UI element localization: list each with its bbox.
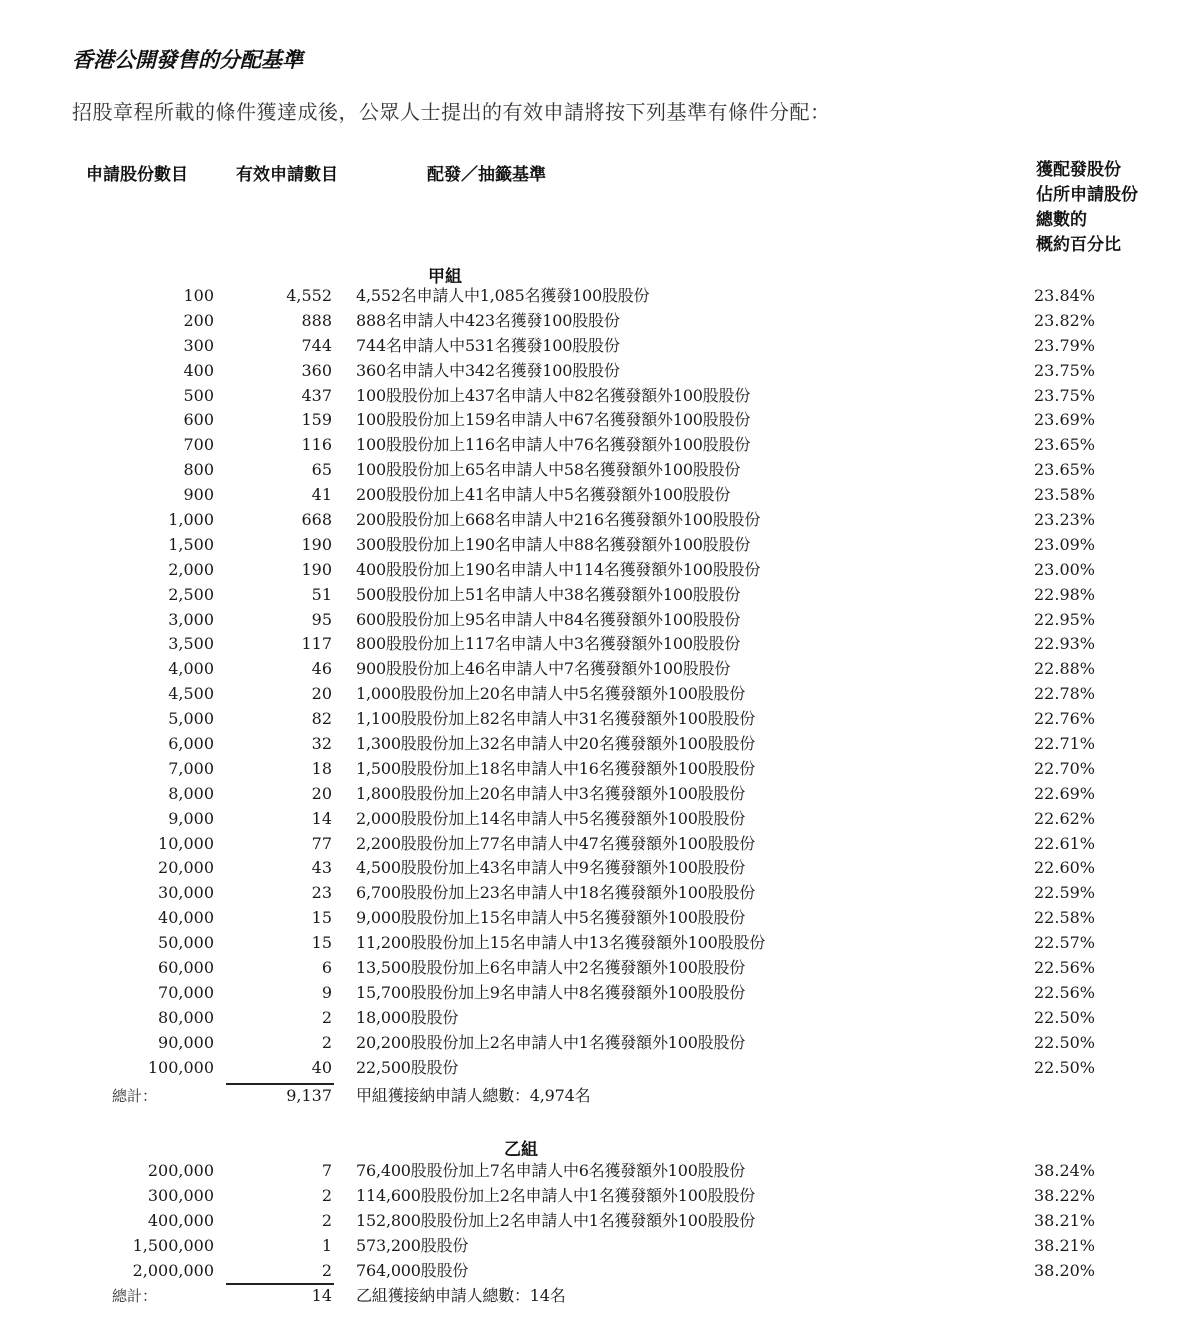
- percentage-cell: 23.65%: [1034, 435, 1096, 455]
- allocation-basis-cell: 200股股份加上668名申請人中216名獲發額外100股股份: [356, 510, 761, 530]
- valid-applications-cell: 360: [301, 360, 332, 380]
- shares-applied-cell: 400: [183, 360, 214, 380]
- shares-applied-cell: 80,000: [158, 1007, 214, 1027]
- table-row: [0, 707, 1179, 732]
- allocation-basis-cell: 400股股份加上190名申請人中114名獲發額外100股股份: [356, 559, 761, 579]
- percentage-cell: 22.71%: [1034, 734, 1096, 754]
- valid-applications-cell: 2: [321, 1210, 332, 1230]
- table-row: [0, 906, 1179, 931]
- allocation-basis-cell: 1,800股股份加上20名申請人中3名獲發額外100股股份: [356, 783, 746, 803]
- valid-applications-cell: 43: [311, 858, 332, 878]
- shares-applied-cell: 600: [183, 410, 214, 430]
- shares-applied-cell: 1,000: [168, 510, 214, 530]
- shares-applied-cell: 200,000: [147, 1161, 214, 1180]
- table-row: [0, 608, 1179, 633]
- allocation-basis-cell: 1,000股股份加上20名申請人中5名獲發額外100股股份: [356, 684, 746, 704]
- valid-applications-cell: 190: [301, 534, 332, 554]
- shares-applied-cell: 70,000: [158, 982, 214, 1002]
- valid-applications-cell: 668: [301, 510, 332, 530]
- shares-applied-cell: 4,000: [168, 659, 214, 679]
- header-percentage-line: 總數的: [1036, 210, 1087, 230]
- table-row: [0, 807, 1179, 832]
- header-percentage-line: 獲配發股份: [1036, 160, 1121, 180]
- shares-applied-cell: 8,000: [168, 783, 214, 803]
- allocation-basis-cell: 2,200股股份加上77名申請人中47名獲發額外100股股份: [356, 833, 756, 853]
- valid-applications-cell: 2: [321, 1260, 332, 1280]
- shares-applied-cell: 9,000: [168, 808, 214, 828]
- table-row: [0, 384, 1179, 409]
- percentage-cell: 23.82%: [1034, 310, 1096, 330]
- table-row: [0, 956, 1179, 981]
- table-row: [0, 1184, 1179, 1209]
- shares-applied-cell: 2,000: [168, 559, 214, 579]
- shares-applied-cell: 400,000: [147, 1210, 214, 1230]
- allocation-basis-cell: 800股股份加上117名申請人中3名獲發額外100股股份: [356, 634, 741, 654]
- shares-applied-cell: 10,000: [158, 833, 214, 853]
- shares-applied-cell: 2,500: [168, 584, 214, 604]
- shares-applied-cell: 1,500,000: [132, 1235, 214, 1255]
- shares-applied-cell: 60,000: [158, 958, 214, 978]
- valid-applications-cell: 7: [321, 1161, 332, 1180]
- intro-paragraph: 招股章程所載的條件獲達成後，公眾人士提出的有效申請將按下列基準有條件分配：: [72, 100, 831, 124]
- percentage-cell: 38.20%: [1034, 1260, 1096, 1280]
- allocation-basis-cell: 114,600股股份加上2名申請人中1名獲發額外100股股份: [356, 1185, 756, 1205]
- percentage-cell: 22.59%: [1034, 883, 1096, 903]
- shares-applied-cell: 1,500: [168, 534, 214, 554]
- table-row: [0, 632, 1179, 657]
- shares-applied-cell: 3,000: [168, 609, 214, 629]
- header-percentage-line: 佔所申請股份: [1036, 185, 1138, 205]
- allocation-basis-cell: 15,700股股份加上9名申請人中8名獲發額外100股股份: [356, 982, 746, 1002]
- table-row: [0, 558, 1179, 583]
- header-percentage: [1036, 158, 1138, 258]
- table-row: [0, 881, 1179, 906]
- percentage-cell: 22.98%: [1034, 584, 1096, 604]
- valid-applications-cell: 2: [321, 1007, 332, 1027]
- valid-applications-cell: 18: [311, 758, 332, 778]
- allocation-basis-cell: 1,500股股份加上18名申請人中16名獲發額外100股股份: [356, 758, 756, 778]
- allocation-basis-cell: 360名申請人中342名獲發100股股份: [356, 360, 620, 380]
- shares-applied-cell: 800: [183, 460, 214, 480]
- percentage-cell: 22.50%: [1034, 1057, 1096, 1077]
- percentage-cell: 38.22%: [1034, 1185, 1096, 1205]
- percentage-cell: 22.78%: [1034, 684, 1096, 704]
- shares-applied-cell: 100: [183, 286, 214, 305]
- table-row: [0, 657, 1179, 682]
- valid-applications-cell: 20: [311, 684, 332, 704]
- total-valid: 9,137: [286, 1086, 332, 1105]
- pool-a-total-row: [0, 1083, 1179, 1109]
- allocation-basis-cell: 200股股份加上41名申請人中5名獲發額外100股股份: [356, 485, 731, 505]
- table-row: [0, 583, 1179, 608]
- shares-applied-cell: 30,000: [158, 883, 214, 903]
- shares-applied-cell: 90,000: [158, 1032, 214, 1052]
- percentage-cell: 38.21%: [1034, 1235, 1096, 1255]
- allocation-basis-cell: 4,500股股份加上43名申請人中9名獲發額外100股股份: [356, 858, 746, 878]
- allocation-basis-cell: 1,100股股份加上82名申請人中31名獲發額外100股股份: [356, 709, 756, 729]
- allocation-basis-cell: 300股股份加上190名申請人中88名獲發額外100股股份: [356, 534, 751, 554]
- valid-applications-cell: 20: [311, 783, 332, 803]
- allocation-basis-cell: 6,700股股份加上23名申請人中18名獲發額外100股股份: [356, 883, 756, 903]
- allocation-basis-cell: 500股股份加上51名申請人中38名獲發額外100股股份: [356, 584, 741, 604]
- allocation-basis-cell: 573,200股股份: [356, 1235, 469, 1255]
- allocation-basis-cell: 18,000股股份: [356, 1007, 459, 1027]
- allocation-basis-cell: 100股股份加上159名申請人中67名獲發額外100股股份: [356, 410, 751, 430]
- shares-applied-cell: 4,500: [168, 684, 214, 704]
- table-row: [0, 1006, 1179, 1031]
- percentage-cell: 23.79%: [1034, 335, 1096, 355]
- table-row: [0, 832, 1179, 857]
- valid-applications-cell: 51: [311, 584, 332, 604]
- allocation-basis-cell: 744名申請人中531名獲發100股股份: [356, 335, 620, 355]
- header-valid-applications: 有效申請數目: [236, 165, 338, 185]
- table-row: [0, 458, 1179, 483]
- allocation-basis-cell: 100股股份加上437名申請人中82名獲發額外100股股份: [356, 385, 751, 405]
- table-row: [0, 334, 1179, 359]
- table-row: [0, 732, 1179, 757]
- percentage-cell: 22.50%: [1034, 1007, 1096, 1027]
- allocation-basis-cell: 22,500股股份: [356, 1057, 459, 1077]
- table-row: [0, 309, 1179, 334]
- table-row: [0, 483, 1179, 508]
- percentage-cell: 38.24%: [1034, 1161, 1096, 1180]
- total-label: 總計：: [112, 1287, 158, 1305]
- valid-applications-cell: 15: [311, 933, 332, 953]
- percentage-cell: 22.60%: [1034, 858, 1096, 878]
- percentage-cell: 22.57%: [1034, 933, 1096, 953]
- valid-applications-cell: 117: [301, 634, 332, 654]
- shares-applied-cell: 20,000: [158, 858, 214, 878]
- valid-applications-cell: 23: [311, 883, 332, 903]
- percentage-cell: 22.56%: [1034, 982, 1096, 1002]
- percentage-cell: 23.69%: [1034, 410, 1096, 430]
- total-valid: 14: [311, 1286, 332, 1305]
- percentage-cell: 22.56%: [1034, 958, 1096, 978]
- shares-applied-cell: 300: [183, 335, 214, 355]
- shares-applied-cell: 900: [183, 485, 214, 505]
- valid-applications-cell: 77: [311, 833, 332, 853]
- allocation-basis-cell: 4,552名申請人中1,085名獲發100股股份: [356, 286, 650, 305]
- shares-applied-cell: 300,000: [147, 1185, 214, 1205]
- percentage-cell: 22.58%: [1034, 908, 1096, 928]
- percentage-cell: 22.76%: [1034, 709, 1096, 729]
- table-row: [0, 931, 1179, 956]
- table-row: [0, 757, 1179, 782]
- percentage-cell: 23.65%: [1034, 460, 1096, 480]
- pool-b-title: 乙組: [504, 1140, 538, 1160]
- shares-applied-cell: 3,500: [168, 634, 214, 654]
- percentage-cell: 22.69%: [1034, 783, 1096, 803]
- table-row: [0, 359, 1179, 384]
- percentage-cell: 22.61%: [1034, 833, 1096, 853]
- header-shares-applied: 申請股份數目: [86, 165, 188, 185]
- valid-applications-cell: 32: [311, 734, 332, 754]
- pool-a-title: 甲組: [428, 267, 462, 287]
- percentage-cell: 23.00%: [1034, 559, 1096, 579]
- table-row: [0, 782, 1179, 807]
- percentage-cell: 23.58%: [1034, 485, 1096, 505]
- shares-applied-cell: 2,000,000: [132, 1260, 214, 1280]
- allocation-basis-cell: 100股股份加上65名申請人中58名獲發額外100股股份: [356, 460, 741, 480]
- valid-applications-cell: 6: [321, 958, 332, 978]
- table-row: [0, 1056, 1179, 1081]
- valid-applications-cell: 2: [321, 1185, 332, 1205]
- shares-applied-cell: 5,000: [168, 709, 214, 729]
- table-row: [0, 433, 1179, 458]
- header-basis: 配發／抽籤基準: [427, 165, 546, 185]
- shares-applied-cell: 500: [183, 385, 214, 405]
- table-row: [0, 508, 1179, 533]
- table-row: [0, 981, 1179, 1006]
- table-row: [0, 1159, 1179, 1184]
- percentage-cell: 22.62%: [1034, 808, 1096, 828]
- allocation-basis-cell: 888名申請人中423名獲發100股股份: [356, 310, 620, 330]
- allocation-basis-cell: 13,500股股份加上6名申請人中2名獲發額外100股股份: [356, 958, 746, 978]
- valid-applications-cell: 65: [311, 460, 332, 480]
- allocation-basis-cell: 1,300股股份加上32名申請人中20名獲發額外100股股份: [356, 734, 756, 754]
- table-row: [0, 408, 1179, 433]
- shares-applied-cell: 50,000: [158, 933, 214, 953]
- table-row: [0, 1209, 1179, 1234]
- valid-applications-cell: 46: [311, 659, 332, 679]
- valid-applications-cell: 159: [301, 410, 332, 430]
- total-note: 乙組獲接納申請人總數：14名: [356, 1286, 566, 1305]
- header-percentage-line: 概約百分比: [1036, 235, 1121, 255]
- percentage-cell: 22.88%: [1034, 659, 1096, 679]
- valid-applications-cell: 116: [301, 435, 332, 455]
- valid-applications-cell: 14: [311, 808, 332, 828]
- percentage-cell: 22.70%: [1034, 758, 1096, 778]
- valid-applications-cell: 2: [321, 1032, 332, 1052]
- valid-applications-cell: 888: [301, 310, 332, 330]
- pool-a-table: [0, 284, 1179, 1081]
- valid-applications-cell: 9: [321, 982, 332, 1002]
- table-row: [0, 533, 1179, 558]
- total-label: 總計：: [112, 1087, 158, 1105]
- percentage-cell: 23.84%: [1034, 286, 1096, 305]
- allocation-basis-cell: 2,000股股份加上14名申請人中5名獲發額外100股股份: [356, 808, 746, 828]
- valid-applications-cell: 95: [311, 609, 332, 629]
- shares-applied-cell: 7,000: [168, 758, 214, 778]
- shares-applied-cell: 100,000: [147, 1057, 214, 1077]
- table-row: [0, 856, 1179, 881]
- table-row: [0, 1259, 1179, 1284]
- allocation-basis-cell: 9,000股股份加上15名申請人中5名獲發額外100股股份: [356, 908, 746, 928]
- shares-applied-cell: 200: [183, 310, 214, 330]
- shares-applied-cell: 6,000: [168, 734, 214, 754]
- allocation-basis-cell: 11,200股股份加上15名申請人中13名獲發額外100股股份: [356, 933, 766, 953]
- table-row: [0, 284, 1179, 309]
- valid-applications-cell: 190: [301, 559, 332, 579]
- percentage-cell: 23.09%: [1034, 534, 1096, 554]
- allocation-basis-cell: 900股股份加上46名申請人中7名獲發額外100股股份: [356, 659, 731, 679]
- allocation-basis-cell: 76,400股股份加上7名申請人中6名獲發額外100股股份: [356, 1161, 746, 1180]
- percentage-cell: 22.93%: [1034, 634, 1096, 654]
- pool-b-table: [0, 1159, 1179, 1283]
- percentage-cell: 23.23%: [1034, 510, 1096, 530]
- valid-applications-cell: 40: [311, 1057, 332, 1077]
- table-row: [0, 682, 1179, 707]
- valid-applications-cell: 4,552: [286, 286, 332, 305]
- valid-applications-cell: 82: [311, 709, 332, 729]
- valid-applications-cell: 15: [311, 908, 332, 928]
- valid-applications-cell: 41: [311, 485, 332, 505]
- table-row: [0, 1031, 1179, 1056]
- allocation-basis-cell: 20,200股股份加上2名申請人中1名獲發額外100股股份: [356, 1032, 746, 1052]
- valid-applications-cell: 744: [301, 335, 332, 355]
- allocation-basis-cell: 764,000股股份: [356, 1260, 469, 1280]
- total-note: 甲組獲接納申請人總數：4,974名: [356, 1086, 591, 1105]
- percentage-cell: 22.95%: [1034, 609, 1096, 629]
- percentage-cell: 23.75%: [1034, 360, 1096, 380]
- page-title: 香港公開發售的分配基準: [72, 48, 303, 72]
- allocation-basis-cell: 100股股份加上116名申請人中76名獲發額外100股股份: [356, 435, 751, 455]
- table-row: [0, 1234, 1179, 1259]
- shares-applied-cell: 700: [183, 435, 214, 455]
- percentage-cell: 38.21%: [1034, 1210, 1096, 1230]
- valid-applications-cell: 437: [301, 385, 332, 405]
- percentage-cell: 23.75%: [1034, 385, 1096, 405]
- allocation-basis-cell: 152,800股股份加上2名申請人中1名獲發額外100股股份: [356, 1210, 756, 1230]
- valid-applications-cell: 1: [321, 1235, 332, 1255]
- pool-b-total-row: [0, 1283, 1179, 1309]
- shares-applied-cell: 40,000: [158, 908, 214, 928]
- percentage-cell: 22.50%: [1034, 1032, 1096, 1052]
- allocation-basis-cell: 600股股份加上95名申請人中84名獲發額外100股股份: [356, 609, 741, 629]
